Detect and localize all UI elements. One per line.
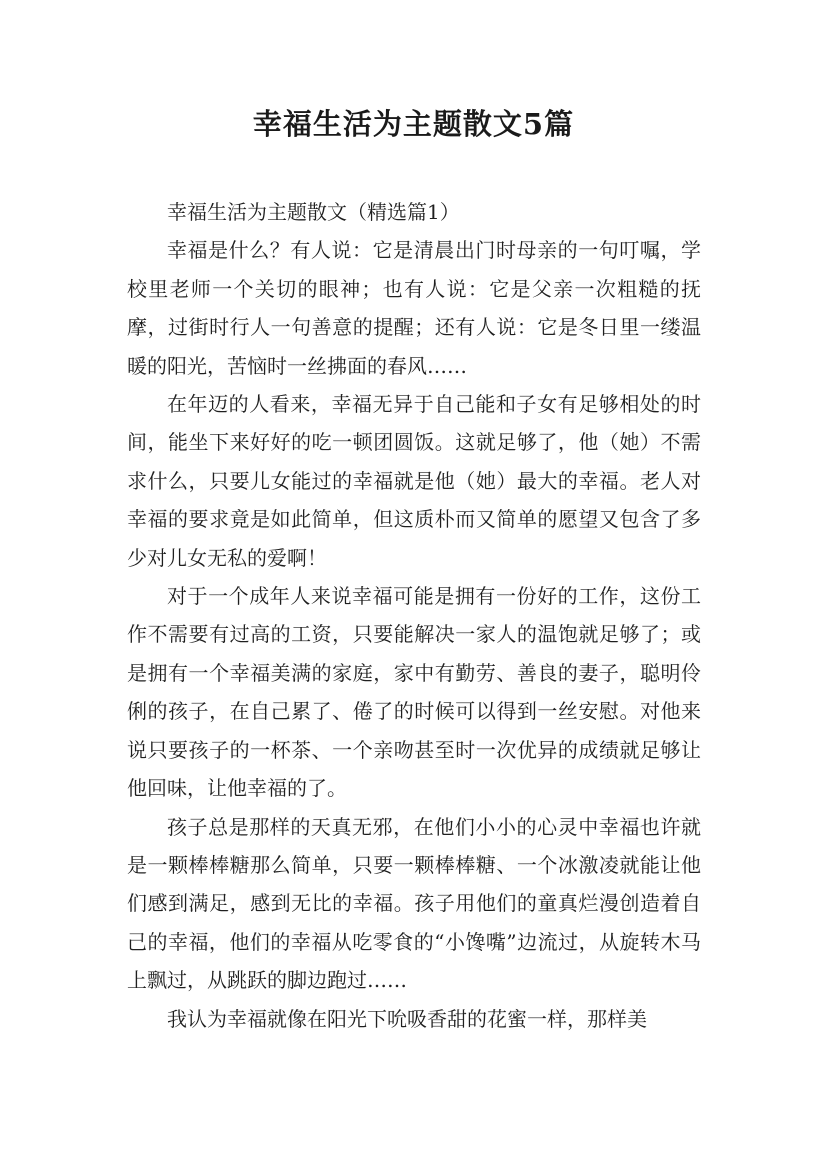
paragraph-4: 孩子总是那样的天真无邪，在他们小小的心灵中幸福也许就是一颗棒棒糖那么简单，只要一颗棒棒糖、一个冰激凌就能让他们感到满足，感到无比的幸福。孩子用他们的童真烂漫创造着自己的幸福，他们的幸福从吃零食的“小馋嘴”边流过，从旋转木马上飘过，从跳跃的脚边跑过…… — [127, 814, 701, 993]
paragraph-2: 在年迈的人看来，幸福无异于自己能和子女有足够相处的时间，能坐下来好好的吃一顿团圆饭。这就足够了，他（她）不需求什么，只要儿女能过的幸福就是他（她）最大的幸福。老人对幸福的要求竟是如此简单，但这质朴而又简单的愿望又包含了多少对儿女无私的爱啊！ — [127, 392, 701, 570]
section-heading: 幸福生活为主题散文（精选篇1） — [167, 200, 460, 224]
document-title: 幸福生活为主题散文5篇 — [252, 107, 575, 141]
paragraph-5: 我认为幸福就像在阳光下吮吸香甜的花蜜一样，那样美 — [167, 1006, 647, 1031]
paragraph-1: 幸福是什么？有人说：它是清晨出门时母亲的一句叮嘱，学校里老师一个关切的眼神；也有人说：它是父亲一次粗糙的抚摩，过街时行人一句善意的提醒；还有人说：它是冬日里一缕温暖的阳光，苦恼时一丝拂面的春风…… — [127, 238, 701, 378]
document-body — [127, 193, 701, 1038]
paragraph-3: 对于一个成年人来说幸福可能是拥有一份好的工作，这份工作不需要有过高的工资，只要能解决一家人的温饱就足够了；或是拥有一个幸福美满的家庭，家中有勤劳、善良的妻子，聪明伶俐的孩子，在自己累了、倦了的时候可以得到一丝安慰。对他来说只要孩子的一杯茶、一个亲吻甚至时一次优异的成绩就足够让他回味，让他幸福的了。 — [127, 584, 701, 801]
